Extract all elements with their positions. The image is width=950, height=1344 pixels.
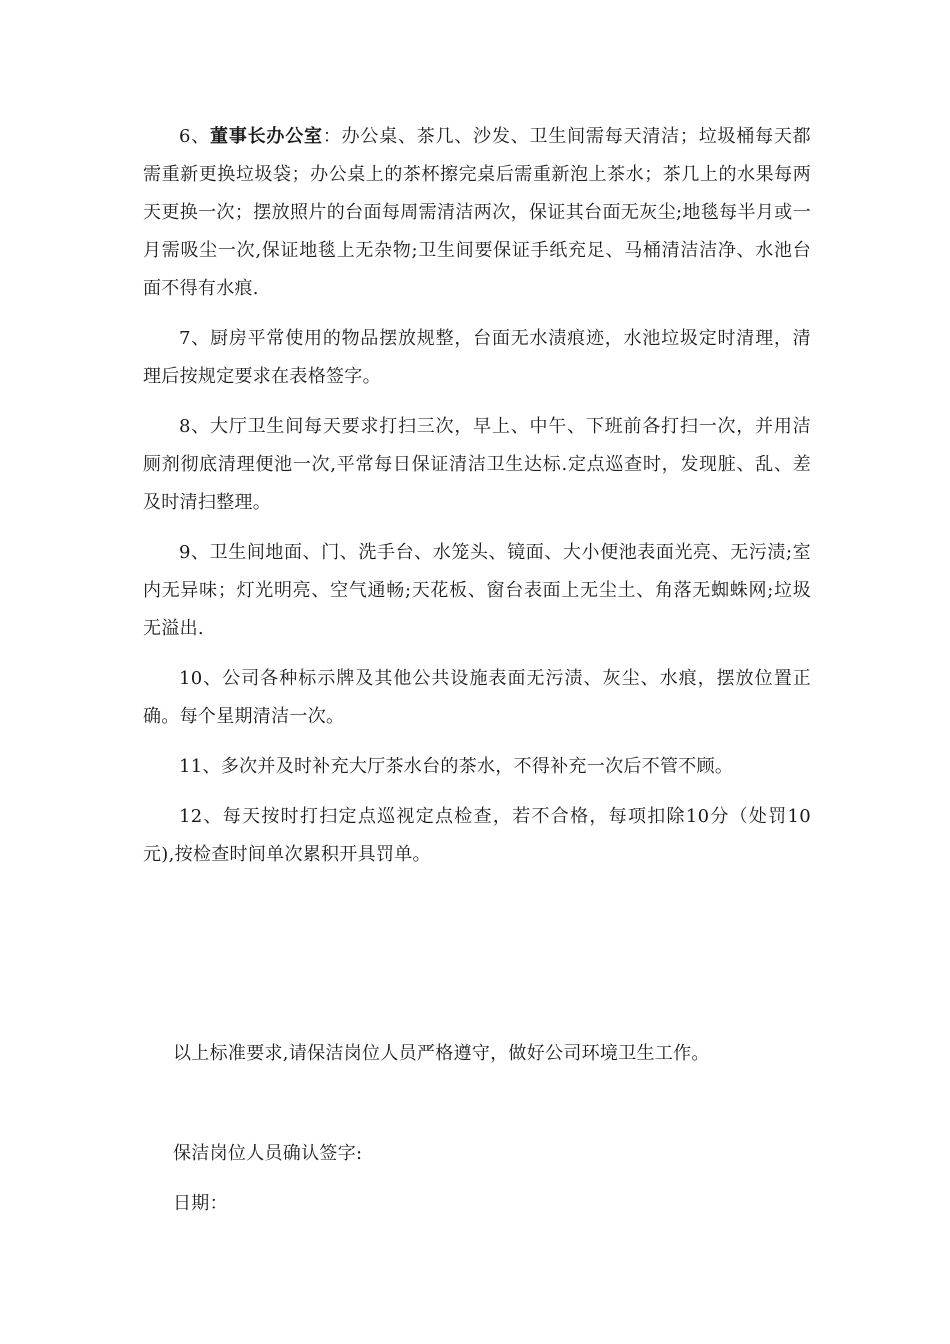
rule-number: 6、 [179, 126, 211, 147]
rule-number: 12、 [179, 806, 223, 827]
closing-statement: 以上标准要求,请保洁岗位人员严格遵守，做好公司环境卫生工作。 [173, 1043, 710, 1064]
rule-text: 厨房平常使用的物品摆放规整，台面无水渍痕迹，水池垃圾定时清理，清理后按规定要求在表格签字。 [143, 328, 811, 387]
rule-bold-label: 董事长办公室 [210, 126, 323, 147]
rule-number: 9、 [179, 542, 210, 563]
rules-list [143, 118, 811, 886]
signature-label: 保洁岗位人员确认签字: [173, 1143, 363, 1164]
rule-number: 10、 [179, 668, 223, 689]
rule-text: 多次并及时补充大厅茶水台的茶水，不得补充一次后不管不顾。 [220, 756, 734, 777]
rule-text: 大厅卫生间每天要求打扫三次，早上、中午、下班前各打扫一次，并用洁厕剂彻底清理便池一次,平常每日保证清洁卫生达标.定点巡查时，发现脏、乱、差及时清扫整理。 [143, 416, 811, 513]
rule-text: 公司各种标示牌及其他公共设施表面无污渍、灰尘、水痕，摆放位置正确。每个星期清洁一次。 [143, 668, 812, 727]
rule-text: ：办公桌、茶几、沙发、卫生间需每天清洁；垃圾桶每天都需重新更换垃圾袋；办公桌上的茶杯擦完桌后需重新泡上茶水；茶几上的水果每两天更换一次；摆放照片的台面每周需清洁两次，保证其台面无灰尘;地毯每半月或一月需吸尘一次,保证地毯上无杂物;卫生间要保证手纸充足、马桶清洁洁净、水池台面不得有水痕. [143, 126, 811, 299]
rule-text: 每天按时打扫定点巡视定点检查，若不合格，每项扣除10分（处罚10元),按检查时间单次累积开具罚单。 [143, 806, 811, 865]
rule-item-7 [143, 320, 811, 396]
rule-text: 卫生间地面、门、洗手台、水笼头、镜面、大小便池表面光亮、无污渍;室内无异味；灯光明亮、空气通畅;天花板、窗台表面上无尘土、角落无蜘蛛网;垃圾无溢出. [143, 542, 811, 639]
rule-item-12 [143, 798, 811, 874]
date-label: 日期： [173, 1193, 228, 1214]
rule-item-11 [143, 748, 811, 786]
rule-item-8 [143, 408, 811, 522]
rule-item-9 [143, 534, 811, 648]
rule-item-10 [143, 660, 811, 736]
rule-item-6 [143, 118, 811, 308]
rule-number: 8、 [179, 416, 211, 437]
rule-number: 11、 [179, 756, 221, 777]
rule-number: 7、 [179, 328, 211, 349]
